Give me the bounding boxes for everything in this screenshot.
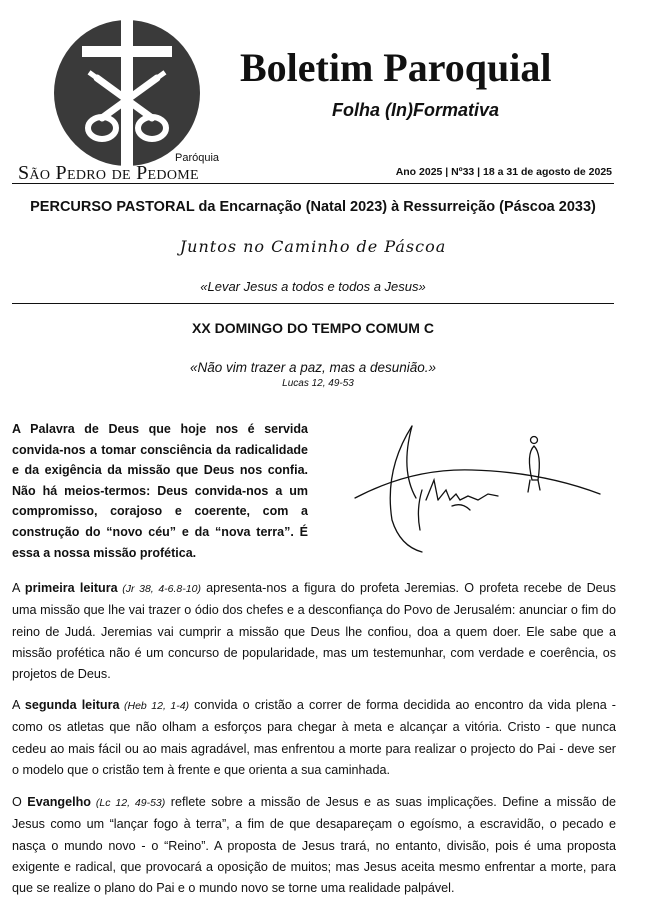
gospel-reference: Lucas 12, 49-53 xyxy=(282,378,354,389)
first-reading-label: primeira leitura xyxy=(24,581,118,595)
divider xyxy=(12,183,614,184)
parish-logo xyxy=(52,18,202,168)
bulletin-title: Boletim Paroquial xyxy=(240,45,552,90)
sunday-title: XX DOMINGO DO TEMPO COMUM C xyxy=(192,320,434,336)
gospel-citation: (Lc 12, 49-53) xyxy=(90,797,166,809)
pastoral-motto: «Levar Jesus a todos e todos a Jesus» xyxy=(200,279,426,294)
gospel-quote: «Não vim trazer a paz, mas a desunião.» xyxy=(189,360,437,375)
issue-info: Ano 2025 | Nº33 | 18 a 31 de agosto de 2025 xyxy=(395,166,612,178)
first-reading-citation: (Jr 38, 4-6.8-10) xyxy=(117,583,201,595)
gospel-paragraph: O Evangelho (Lc 12, 49-53) reflete sobre a missão de Jesus e as suas implicações. Define a missão de Jesus como um “lançar fogo à terra”, a fim de que desapareçam o egoísmo, a escravidão, o pecado e nasça o mundo novo - o “Reino”. A proposta de Jesus trará, no entanto, divisão, pois é uma proposta exigente e radical, que provocará a oposição de muitos; mas Jesus aceita mesmo enfrentar a morte, para que se realize o plano do Pai e o mundo novo se torne uma realidade palpável. xyxy=(12,795,616,896)
intro-paragraph: A Palavra de Deus que hoje nos é servida convida-nos a tomar consciência da radicalidade e da exigência da missão que Deus nos confia. Não há meios-termos: Deus convida-nos a um compromisso, corajoso e coerente, com a construção do “novo céu” e da “nova terra”. É essa a nossa missão profética. xyxy=(12,422,308,560)
parish-name: São Pedro de Pedome xyxy=(18,162,199,184)
second-reading-citation: (Heb 12, 1-4) xyxy=(119,700,190,712)
bulletin-subtitle: Folha (In)Formativa xyxy=(332,100,500,120)
second-reading-paragraph: A segunda leitura (Heb 12, 1-4) convida o cristão a correr de forma decidida ao encontro da vida plena - como os atletas que não olham a esforços para chegar à meta e alcançar a vitória. Cristo - que nunca cedeu ao mais fácil ou ao mais agradável, mas enfrentou a morte para realizar o projecto do Pai - deve ser o modelo que o cristão tem à frente e que orienta a sua caminhada. xyxy=(12,698,616,777)
first-reading-paragraph: A primeira leitura (Jr 38, 4-6.8-10) apresenta-nos a figura do profeta Jeremias. O profeta recebe de Deus uma missão que lhe vai trazer o ódio dos chefes e a desconfiança do Povo de Jerusalém: anunciar o fim do reino de Judá. Jeremias vai cumprir a missão que Deus lhe confiou, doa a quem doer. Ele sabe que a missão profética não é um concurso de popularidade, mas um testemunhar, com verdade e coerência, os projetos de Deus. xyxy=(12,581,616,682)
flame-and-figure-drawing xyxy=(352,420,602,558)
parish-label: Paróquia xyxy=(175,152,220,164)
second-reading-label: segunda leitura xyxy=(24,698,120,712)
pastoral-heading: PERCURSO PASTORAL da Encarnação (Natal 2023) à Ressurreição (Páscoa 2033) xyxy=(30,199,596,215)
gospel-label: Evangelho xyxy=(27,795,91,809)
pastoral-theme: Juntos no Caminho de Páscoa xyxy=(179,237,447,256)
divider xyxy=(12,303,614,304)
